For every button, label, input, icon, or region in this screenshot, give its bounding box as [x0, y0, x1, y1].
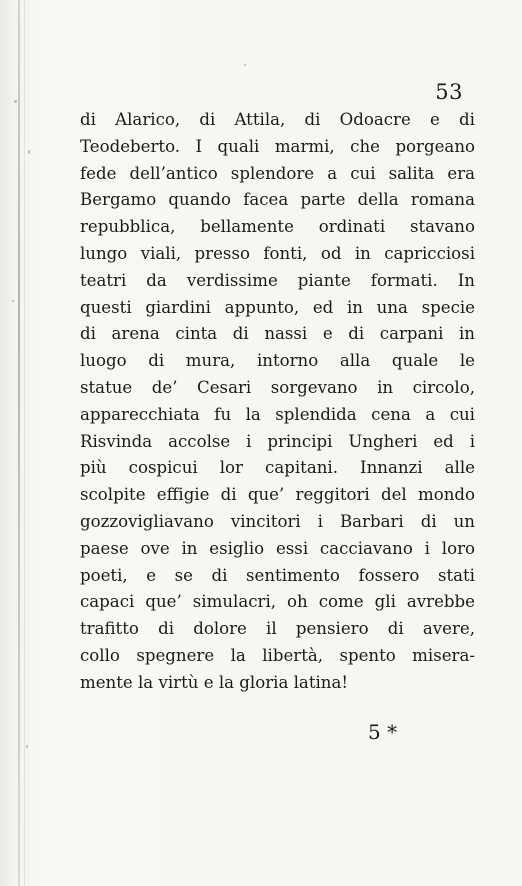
text-line: mente la virtù e la gloria latina! — [80, 672, 349, 692]
text-line: luogo di mura, intorno alla quale le — [80, 351, 475, 371]
paper-speck — [14, 100, 17, 103]
body-text — [80, 107, 475, 697]
text-line: questi giardini appunto, ed in una specie — [80, 297, 475, 317]
text-line: scolpite effigie di que’ reggitori del mondo — [80, 485, 475, 505]
text-line: più cospicui lor capitani. Innanzi alle — [80, 458, 475, 478]
text-line: Teodeberto. I quali marmi, che porgeano — [80, 136, 475, 156]
signature-mark: 5 * — [368, 720, 398, 744]
text-line: teatri da verdissime piante formati. In — [80, 270, 475, 290]
binding-gutter-shadow — [24, 0, 25, 886]
text-line: poeti, e se di sentimento fossero stati — [80, 565, 475, 585]
text-line: Risvinda accolse i principi Ungheri ed i — [80, 431, 475, 451]
text-line: di Alarico, di Attila, di Odoacre e di — [80, 110, 475, 129]
text-line: apparecchiata fu la splendida cena a cui — [80, 404, 475, 424]
text-line: paese ove in esiglio essi cacciavano i loro — [80, 538, 475, 558]
paper-speck — [26, 745, 28, 748]
paper-speck — [244, 64, 246, 66]
page-number: 53 — [435, 80, 463, 104]
text-line: repubblica, bellamente ordinati stavano — [80, 217, 475, 237]
text-line: collo spegnere la libertà, spento misera- — [80, 645, 475, 665]
text-line: fede dell’antico splendore a cui salita era — [80, 163, 475, 183]
text-line: capaci que’ simulacri, oh come gli avrebbe — [80, 592, 475, 612]
binding-gutter — [18, 0, 20, 886]
text-line: di arena cinta di nassi e di carpani in — [80, 324, 475, 344]
paper-speck — [12, 300, 14, 302]
text-line: Bergamo quando facea parte della romana — [80, 190, 475, 210]
text-line: statue de’ Cesari sorgevano in circolo, — [80, 377, 475, 397]
text-line: lungo viali, presso fonti, od in capricciosi — [80, 243, 475, 263]
text-line: gozzovigliavano vincitori i Barbari di un — [80, 511, 475, 531]
text-line: trafitto di dolore il pensiero di avere, — [80, 619, 475, 639]
paper-speck — [28, 150, 30, 154]
